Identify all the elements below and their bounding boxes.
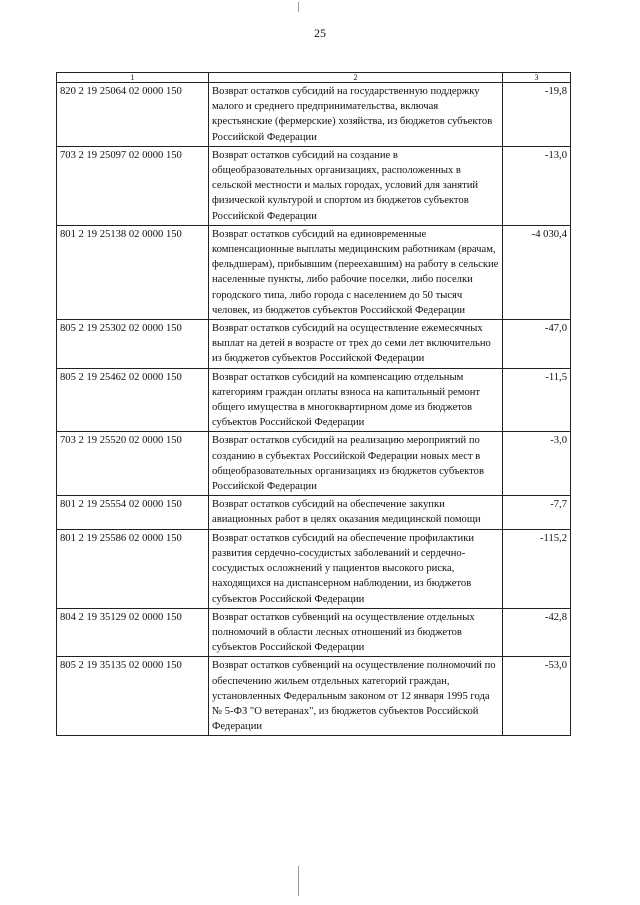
- description-cell: Возврат остатков субсидий на обеспечение закупки авиационных работ в целях оказания медицинской помощи: [209, 496, 503, 529]
- column-header-2: 2: [209, 73, 503, 83]
- amount-cell: -53,0: [503, 657, 571, 736]
- description-cell: Возврат остатков субвенций на осуществление отдельных полномочий в области лесных отношений из бюджетов субъектов Российской Федерации: [209, 608, 503, 657]
- table-row: [57, 368, 571, 432]
- budget-code-cell: 805 2 19 25462 02 0000 150: [57, 368, 209, 432]
- budget-code-cell: 804 2 19 35129 02 0000 150: [57, 608, 209, 657]
- table-row: [57, 146, 571, 225]
- amount-cell: -11,5: [503, 368, 571, 432]
- scan-mark-bottom: [298, 866, 299, 896]
- amount-cell: -3,0: [503, 432, 571, 496]
- description-cell: Возврат остатков субсидий на компенсацию отдельным категориям граждан оплаты взноса на капитальный ремонт общего имущества в многоквартирном доме из бюджетов субъектов Российской Федерации: [209, 368, 503, 432]
- amount-cell: -7,7: [503, 496, 571, 529]
- budget-code-cell: 805 2 19 35135 02 0000 150: [57, 657, 209, 736]
- table-row: [57, 320, 571, 369]
- amount-cell: -4 030,4: [503, 225, 571, 319]
- table-row: [57, 83, 571, 147]
- budget-code-cell: 703 2 19 25520 02 0000 150: [57, 432, 209, 496]
- budget-code-cell: 805 2 19 25302 02 0000 150: [57, 320, 209, 369]
- column-header-1: 1: [57, 73, 209, 83]
- budget-code-cell: 820 2 19 25064 02 0000 150: [57, 83, 209, 147]
- amount-cell: -42,8: [503, 608, 571, 657]
- table-row: [57, 496, 571, 529]
- table-row: [57, 608, 571, 657]
- budget-code-cell: 801 2 19 25138 02 0000 150: [57, 225, 209, 319]
- table-row: [57, 432, 571, 496]
- scan-mark-top: [298, 2, 299, 12]
- description-cell: Возврат остатков субсидий на государственную поддержку малого и среднего предпринимательства, включая крестьянские (фермерские) хозяйства, из бюджетов субъектов Российской Федерации: [209, 83, 503, 147]
- column-header-3: 3: [503, 73, 571, 83]
- amount-cell: -115,2: [503, 529, 571, 608]
- table-header-row: [57, 73, 571, 83]
- budget-code-cell: 801 2 19 25586 02 0000 150: [57, 529, 209, 608]
- page-number: 25: [314, 26, 326, 40]
- budget-code-cell: 703 2 19 25097 02 0000 150: [57, 146, 209, 225]
- description-cell: Возврат остатков субсидий на единовременные компенсационные выплаты медицинским работникам (врачам, фельдшерам), прибывшим (переехавшим) на работу в сельские населенные пункты, либо рабочие поселки, либо поселки городского типа, либо города с населением до 50 тысяч человек, из бюджетов субъектов Российской Федерации: [209, 225, 503, 319]
- description-cell: Возврат остатков субсидий на обеспечение профилактики развития сердечно-сосудистых заболеваний и сердечно-сосудистых осложнений у пациентов высокого риска, находящихся на диспансерном наблюдении, из бюджетов субъектов Российской Федерации: [209, 529, 503, 608]
- table-row: [57, 529, 571, 608]
- description-cell: Возврат остатков субсидий на осуществление ежемесячных выплат на детей в возрасте от трех до семи лет включительно из бюджетов субъектов Российской Федерации: [209, 320, 503, 369]
- amount-cell: -13,0: [503, 146, 571, 225]
- table-row: [57, 657, 571, 736]
- table-row: [57, 225, 571, 319]
- description-cell: Возврат остатков субвенций на осуществление полномочий по обеспечению жильем отдельных категорий граждан, установленных Федеральным законом от 12 января 1995 года № 5-ФЗ "О ветеранах", из бюджетов субъектов Российской Федерации: [209, 657, 503, 736]
- description-cell: Возврат остатков субсидий на создание в общеобразовательных организациях, расположенных в сельской местности и малых городах, условий для занятий физической культурой и спортом из бюджетов субъектов Российской Федерации: [209, 146, 503, 225]
- amount-cell: -47,0: [503, 320, 571, 369]
- amount-cell: -19,8: [503, 83, 571, 147]
- budget-table: [56, 72, 571, 736]
- description-cell: Возврат остатков субсидий на реализацию мероприятий по созданию в субъектах Российской Федерации новых мест в общеобразовательных организациях из бюджетов субъектов Российской Федерации: [209, 432, 503, 496]
- budget-code-cell: 801 2 19 25554 02 0000 150: [57, 496, 209, 529]
